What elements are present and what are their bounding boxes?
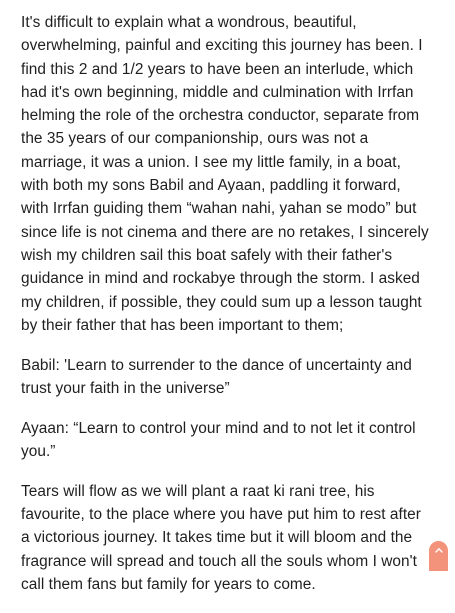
- chevron-up-icon: [435, 547, 443, 553]
- paragraph-closing: Tears will flow as we will plant a raat ki rani tree, his favourite, to the place where you have put him to rest after a victorious journey. It takes time but it will bloom and the fragrance will spread and touch all the souls whom I won't call them fans but family for years to come.: [21, 482, 421, 594]
- paragraph-intro: It's difficult to explain what a wondrous, beautiful, overwhelming, painful and exciting this journey has been. I find this 2 and 1/2 years to have been an interlude, which had it's own beginning, middle and culmination with Irrfan helming the role of the orchestra conductor, separate from the 35 years of our companionship, ours was not a marriage, it was a union. I see my little family, in a boat, with both my sons Babil and Ayaan, paddling it forward, with Irrfan guiding them “wahan nahi, yahan se modo” but since life is not cinema and there are no retakes, I sincerely wish my children sail this boat safely with their father's guidance in mind and rockabye through the storm. I asked my children, if possible, they could sum up a lesson taught by their father that has been important to them;: [21, 14, 429, 334]
- paragraph-ayaan-quote: Ayaan: “Learn to control your mind and to not let it control you.”: [21, 419, 416, 461]
- article-body: [21, 11, 433, 613]
- scroll-to-top-button[interactable]: [429, 541, 448, 571]
- paragraph-babil-quote: Babil: 'Learn to surrender to the dance of uncertainty and trust your faith in the universe”: [21, 356, 412, 397]
